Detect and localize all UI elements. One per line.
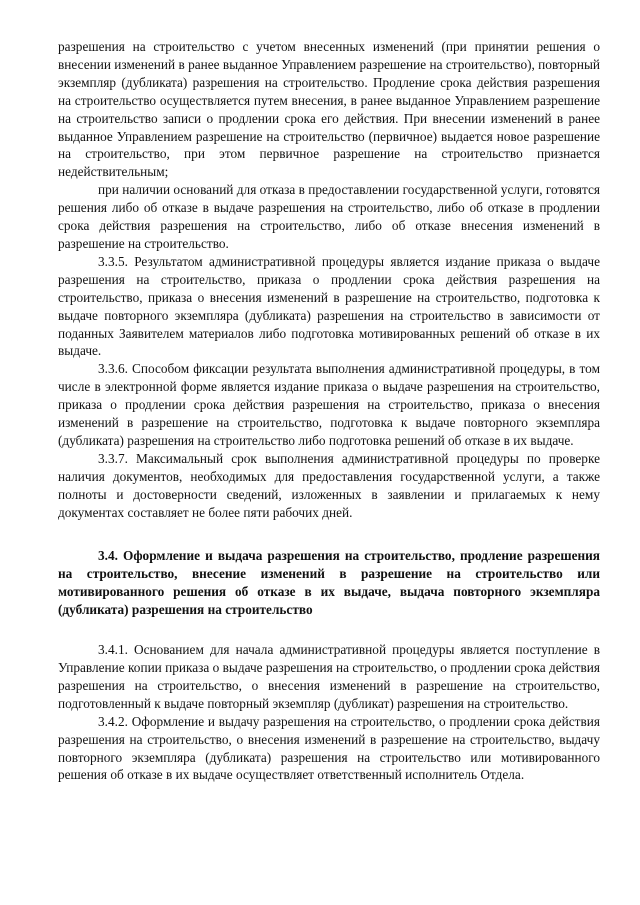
paragraph-3-3-5: 3.3.5. Результатом административной процедуры является издание приказа о выдаче разрешения на строительство, приказа о продлении срока действия разрешения на строительство, приказа о внесения изменений в разрешение на строительство, подготовка к выдаче повторного экземпляра (дубликата) разрешения на строительство в зависимости от поданных Заявителем материалов либо подготовка мотивированных решений об отказе в их выдаче. — [58, 253, 600, 359]
paragraph-permit-continuation: разрешения на строительство с учетом внесенных изменений (при принятии решения о внесении изменений в ранее выданное Управлением разрешение на строительство), повторный экземпляр (дубликата) разрешения на строительство. Продление срока действия разрешения на строительство осуществляется путем внесения, в ранее выданное Управлением разрешение на строительство записи о продлении срока его действия. При внесении изменений в ранее выданное Управлением разрешение на строительство (первичное) выдается новое разрешение на строительство, при этом первичное разрешение на строительство признается недействительным; — [58, 39, 600, 180]
paragraph-3-4-2: 3.4.2. Оформление и выдачу разрешения на строительство, о продлении срока действия разрешения на строительство, о внесения изменений в разрешение на строительство, выдачу повторного экземпляра (дубликата) разрешения на строительство или мотивированного решения об отказе в их выдаче осуществляет ответственный исполнитель Отдела. — [58, 713, 600, 783]
section-heading-3-4: 3.4. Оформление и выдача разрешения на строительство, продление разрешения на строительство, внесение изменений в разрешение на строительство или мотивированного решения об отказе в их выдаче, выдача повторного экземпляра (дубликата) разрешения на строительство — [58, 548, 600, 618]
paragraph-refusal-grounds: при наличии оснований для отказа в предоставлении государственной услуги, готовятся решения либо об отказе в выдаче разрешения на строительство, либо об отказе в продлении срока действия разрешения на строительство, либо об отказе внесения изменений в разрешение на строительство. — [58, 182, 600, 251]
paragraph-3-3-7: 3.3.7. Максимальный срок выполнения административной процедуры по проверке наличия документов, необходимых для предоставления государственной услуги, а также полноты и достоверности сведений, изложенных в заявлении и прилагаемых к нему документах составляет не более пяти рабочих дней. — [58, 450, 600, 520]
paragraph-3-4-1: 3.4.1. Основанием для начала административной процедуры является поступление в Управление копии приказа о выдаче разрешения на строительство, о продлении срока действия разрешения на строительство, о внесения изменений в разрешение на строительство, подготовленный к выдаче повторный экземпляр (дубликат) разрешения на строительство. — [58, 642, 600, 711]
paragraph-3-3-6: 3.3.6. Способом фиксации результата выполнения административной процедуры, в том числе в электронной форме является издание приказа о выдаче разрешения на строительство, приказа о продлении срока действия разрешения на строительство, приказа о внесения изменений в разрешение на строительство, подготовка к выдаче повторного экземпляра (дубликата) разрешения на строительство либо подготовка решений об отказе в их выдаче. — [58, 361, 600, 448]
